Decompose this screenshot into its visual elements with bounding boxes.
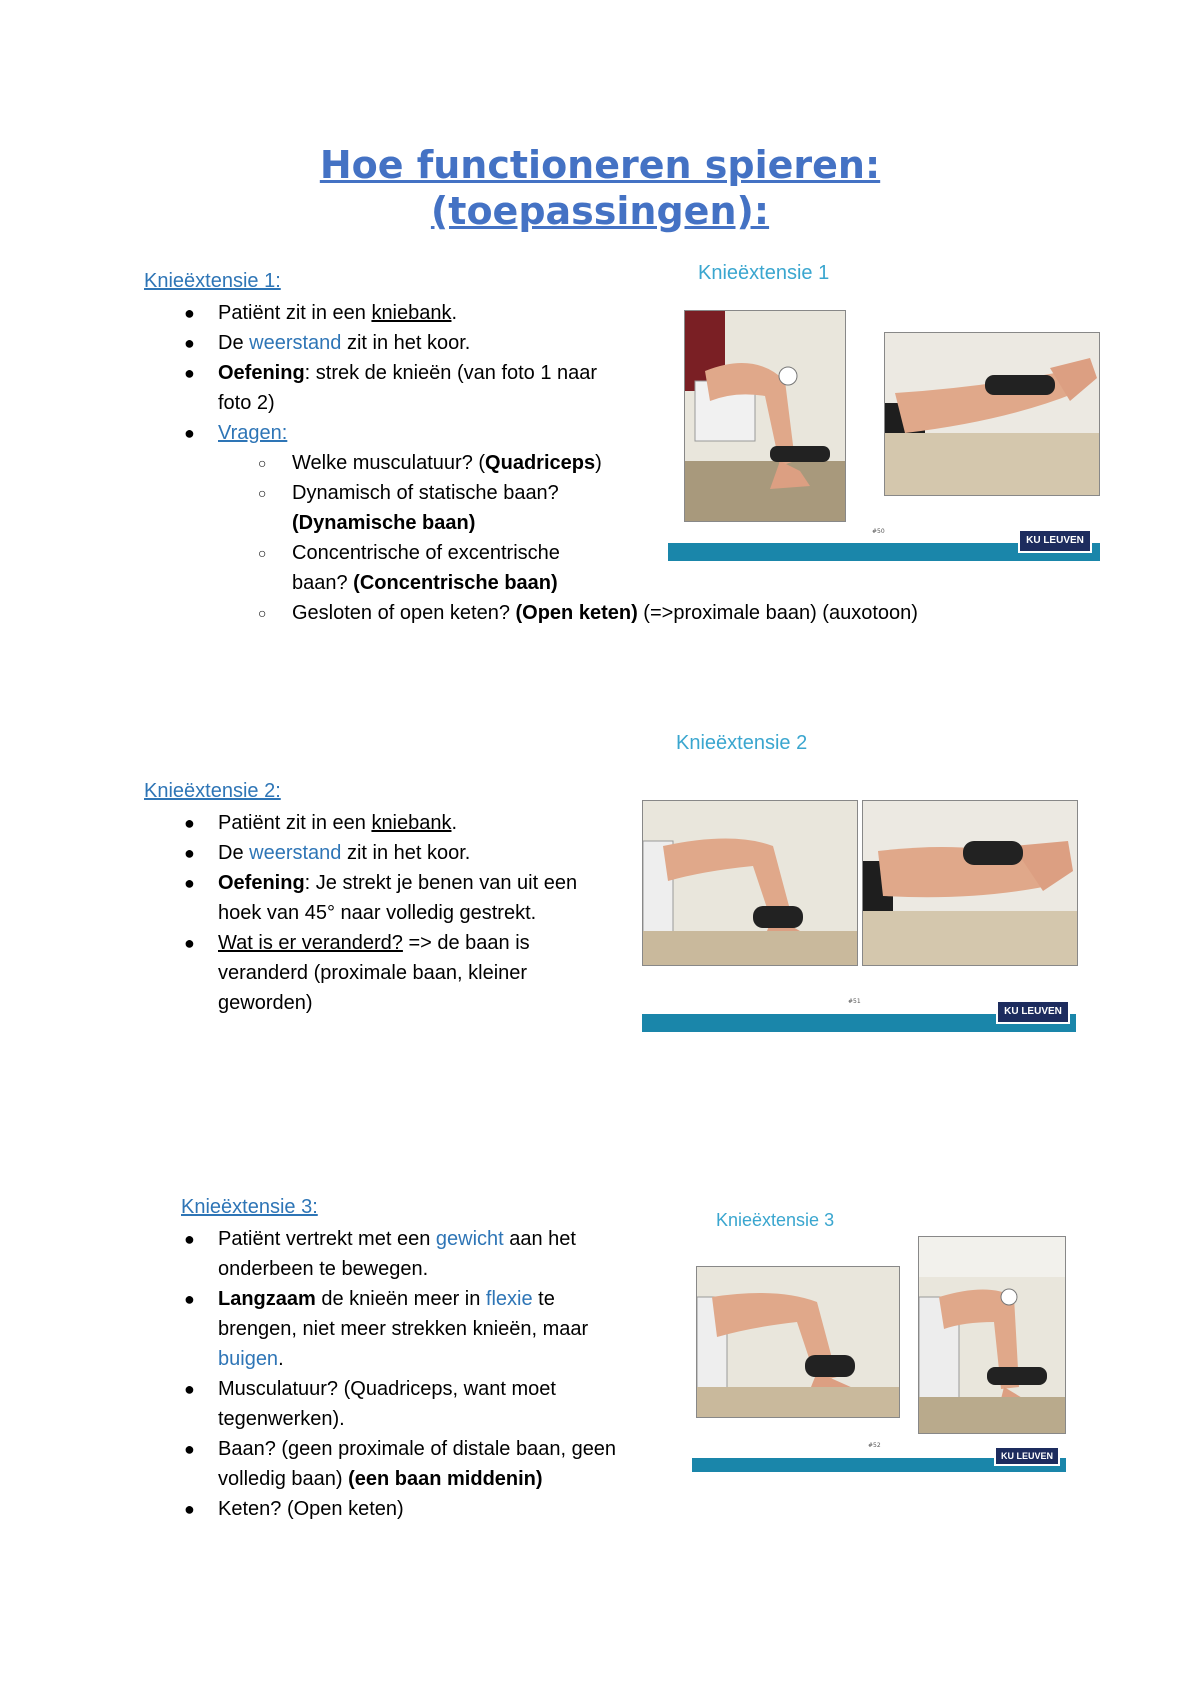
s1-question-4: ○ Gesloten of open keten? (Open keten) (=>proximale baan) (auxotoon) [258, 602, 918, 624]
slide-1-page-number: #50 [872, 528, 885, 535]
slide-1-photo-1 [684, 310, 846, 522]
section-3-heading: Knieëxtensie 3: [181, 1196, 318, 1218]
s3-bullet-4: ● Baan? (geen proximale of distale baan, geen [184, 1438, 617, 1460]
slide-3-photo-2 [918, 1236, 1066, 1434]
s1-bullet-1: ● Patiënt zit in een kniebank. [184, 302, 458, 324]
slide-1-ku-leuven-logo: KU LEUVEN [1018, 529, 1092, 553]
section-1-heading: Knieëxtensie 1: [144, 270, 281, 292]
s1-question-3-cont: baan? (Concentrische baan) [292, 572, 558, 594]
s1-bullet-3-cont: foto 2) [218, 392, 275, 414]
s1-question-3: ○ Concentrische of excentrische [258, 542, 560, 564]
s2-bullet-4-cont-2: geworden) [218, 992, 313, 1014]
s1-bullet-2: ● De weerstand zit in het koor. [184, 332, 471, 354]
s3-bullet-3-cont: tegenwerken). [218, 1408, 345, 1430]
s3-bullet-1-cont: onderbeen te bewegen. [218, 1258, 429, 1280]
s2-bullet-3-cont: hoek van 45° naar volledig gestrekt. [218, 902, 537, 924]
slide-1-photo-2 [884, 332, 1100, 496]
slide-2-page-number: #51 [848, 998, 861, 1005]
s3-bullet-2-cont-1: brengen, niet meer strekken knieën, maar [218, 1318, 589, 1340]
s1-bullet-3: ● Oefening: strek de knieën (van foto 1 naar [184, 362, 598, 384]
slide-3-page-number: #52 [868, 1442, 881, 1449]
slide-3-photo-1 [696, 1266, 900, 1418]
s1-question-2-cont: (Dynamische baan) [292, 512, 476, 534]
s2-bullet-1: ● Patiënt zit in een kniebank. [184, 812, 458, 834]
slide-1-title: Knieëxtensie 1 [698, 262, 830, 284]
s3-bullet-3: ● Musculatuur? (Quadriceps, want moet [184, 1378, 556, 1400]
section-2-heading: Knieëxtensie 2: [144, 780, 281, 802]
s2-bullet-4: ● Wat is er veranderd? => de baan is [184, 932, 530, 954]
page-title-line-1: Hoe functioneren spieren: [319, 143, 881, 187]
slide-2-title: Knieëxtensie 2 [676, 732, 808, 754]
s1-question-1: ○ Welke musculatuur? (Quadriceps) [258, 452, 602, 474]
slide-2-photo-2 [862, 800, 1078, 966]
page-title-line-2: (toepassingen): [430, 189, 770, 233]
s3-bullet-2-cont-2: buigen. [218, 1348, 284, 1370]
s3-bullet-1: ● Patiënt vertrekt met een gewicht aan het [184, 1228, 576, 1250]
s3-bullet-5: ● Keten? (Open keten) [184, 1498, 404, 1520]
slide-2-ku-leuven-logo: KU LEUVEN [996, 1000, 1070, 1024]
slide-2-photo-1 [642, 800, 858, 966]
slide-3-ku-leuven-logo: KU LEUVEN [994, 1446, 1060, 1466]
s3-bullet-4-cont: volledig baan) (een baan middenin) [218, 1468, 543, 1490]
slide-3-title: Knieëxtensie 3 [716, 1210, 835, 1230]
s2-bullet-3: ● Oefening: Je strekt je benen van uit een [184, 872, 578, 894]
s1-question-2: ○ Dynamisch of statische baan? [258, 482, 559, 504]
s2-bullet-2: ● De weerstand zit in het koor. [184, 842, 471, 864]
s3-bullet-2: ● Langzaam de knieën meer in flexie te [184, 1288, 555, 1310]
s2-bullet-4-cont-1: veranderd (proximale baan, kleiner [218, 962, 528, 984]
s1-bullet-4: ● Vragen: [184, 422, 288, 444]
